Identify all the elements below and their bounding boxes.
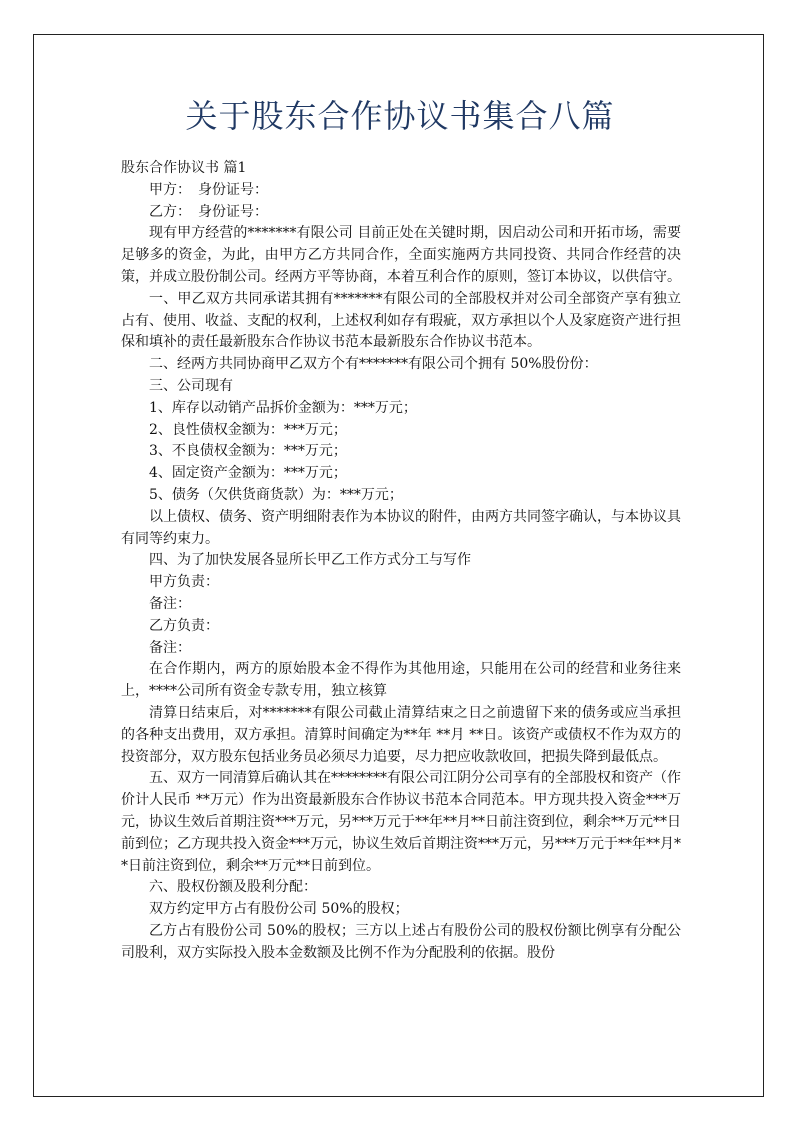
paragraph: 甲方负责： — [149, 574, 219, 591]
paragraph: 六、股权份额及股利分配： — [149, 879, 317, 896]
paragraph: 乙方负责： — [149, 617, 219, 634]
paragraph: 备注： — [149, 639, 191, 656]
paragraph: 三、公司现有 — [149, 377, 233, 394]
paragraph: 清算日结束后，对*******有限公司截止清算结束之日之前遗留下来的债务或应当承担的各种支出费用，双方承担。清算时间确定为**年 **月 **日。该资产或债权不作为双方的投资部分，双方股东包括业务员必须尽力追要，尽力把应收款收回，把损失降到最低点。 — [121, 704, 681, 765]
paragraph: 2、良性债权金额为：***万元； — [149, 421, 347, 438]
section-subtitle: 股东合作协议书 篇1 — [121, 160, 247, 176]
paragraph: 二、经两方共同协商甲乙双方个有*******有限公司个拥有 50%股份份： — [149, 356, 598, 373]
paragraph: 4、固定资产金额为：***万元； — [149, 465, 347, 482]
paragraph: 备注： — [149, 595, 191, 612]
paragraph: 3、不良债权金额为：***万元； — [149, 443, 347, 460]
paragraph: 甲方： 身份证号： — [149, 181, 268, 198]
paragraph: 乙方占有股份公司 50%的股权；三方以上述占有股份公司的股权份额比例享有分配公司股利，双方实际投入股本金数额及比例不作为分配股利的依据。股份 — [121, 922, 681, 961]
document-title: 关于股东合作协议书集合八篇 — [185, 97, 615, 135]
paragraph: 1、库存以动销产品拆价金额为：***万元； — [149, 399, 417, 416]
paragraph: 乙方： 身份证号： — [149, 203, 268, 220]
paragraph: 现有甲方经营的*******有限公司 目前正处在关键时期，因启动公司和开拓市场，需要足够多的资金，为此，由甲方乙方共同合作，全面实施两方共同投资、共同合作经营的决策，并成立股份制公司。经两方平等协商，本着互利合作的原则，签订本协议，以供信守。 — [121, 225, 681, 285]
document-body — [121, 158, 681, 964]
paragraph: 一、甲乙双方共同承诺其拥有*******有限公司的全部股权并对公司全部资产享有独立占有、使用、收益、支配的权利，上述权利如存有瑕疵，双方承担以个人及家庭资产进行担保和填补的责任最新股东合作协议书范本最新股东合作协议书范本。 — [121, 290, 681, 351]
paragraph: 五、双方一同清算后确认其在********有限公司江阴分公司享有的全部股权和资产（作价计人民币 **万元）作为出资最新股东合作协议书范本合同范本。甲方现共投入资金***万元，协议生效后首期注资***万元，另***万元于**年**月**日前注资到位，剩余**万元**日前到位；乙方现共投入资金***万元，协议生效后首期注资***万元，另***万元于**年**月**日前注资到位，剩余**万元**日前到位。 — [121, 770, 681, 874]
paragraph: 5、债务（欠供货商货款）为：***万元； — [149, 486, 403, 503]
paragraph: 双方约定甲方占有股份公司 50%的股权； — [149, 901, 409, 918]
paragraph: 四、为了加快发展各显所长甲乙工作方式分工与写作 — [149, 552, 471, 569]
paragraph: 以上债权、债务、资产明细附表作为本协议的附件，由两方共同签字确认，与本协议具有同等约束力。 — [121, 508, 681, 547]
paragraph: 在合作期内，两方的原始股本金不得作为其他用途，只能用在公司的经营和业务往来上，****公司所有资金专款专用，独立核算 — [121, 661, 681, 700]
